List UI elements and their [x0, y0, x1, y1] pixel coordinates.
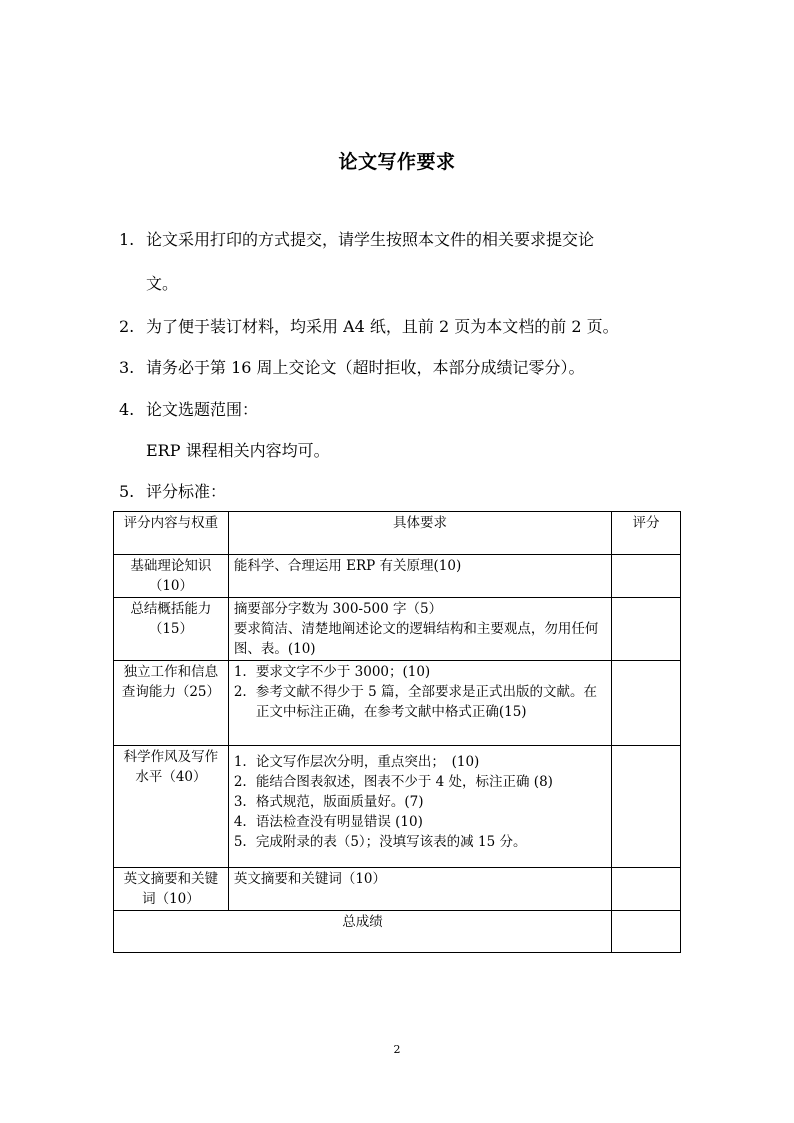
requirement-number: 2.: [119, 317, 135, 336]
row-detail: [228, 746, 611, 868]
row-category: 科学作风及写作水平（40）: [114, 746, 229, 868]
score-cell: [612, 746, 681, 868]
detail-line: 能科学、合理运用 ERP 有关原理(10): [233, 558, 462, 574]
requirement-number: 3.: [119, 358, 135, 377]
list-text: 参考文献不得少于 5 篇，全部要求是正式出版的文献。在正文中标注正确，在参考文献中格式正确(15): [255, 684, 598, 720]
row-category: 基础理论知识（10）: [114, 555, 229, 598]
score-cell: [612, 661, 681, 746]
list-text: 能结合图表叙述，图表不少于 4 处，标注正确 (8): [255, 774, 553, 790]
detail-line: 要求简洁、清楚地阐述论文的逻辑结构和主要观点，勿用任何图、表。(10): [233, 621, 599, 657]
table-row: [114, 746, 681, 868]
numbered-list: [234, 662, 606, 722]
list-text: 完成附录的表（5）；没填写该表的减 15 分。: [255, 834, 527, 850]
grading-table: [113, 511, 681, 953]
list-number: 5.: [233, 834, 247, 850]
list-item: [234, 792, 606, 812]
requirement-text: 请务必于第 16 周上交论文（超时拒收，本部分成绩记零分）。: [146, 358, 585, 377]
list-text: 论文写作层次分明，重点突出； (10): [255, 754, 480, 770]
list-item: [234, 812, 606, 832]
table-row: [114, 661, 681, 746]
score-cell: [612, 598, 681, 661]
score-cell: [612, 868, 681, 911]
score-cell: [612, 555, 681, 598]
row-category: 英文摘要和关键词（10）: [114, 868, 229, 911]
list-number: 2.: [233, 774, 247, 790]
list-item: [234, 682, 606, 722]
requirement-text: 论文采用打印的方式提交，请学生按照本文件的相关要求提交论: [146, 230, 595, 249]
list-number: 2.: [233, 684, 247, 700]
requirement-number: 4.: [119, 400, 135, 419]
table-row: [114, 598, 681, 661]
requirement-text: ERP 课程相关内容均可。: [146, 441, 330, 460]
requirement-text: 论文选题范围：: [146, 400, 259, 419]
requirement-text: 文。: [146, 274, 179, 293]
row-detail: [228, 598, 611, 661]
detail-line: 英文摘要和关键词（10）: [233, 871, 387, 887]
table-row: [114, 868, 681, 911]
row-detail: [228, 661, 611, 746]
list-number: 3.: [233, 794, 247, 810]
header-score: 评分: [612, 512, 681, 555]
detail-line: 摘要部分字数为 300-500 字（5）: [233, 601, 443, 617]
numbered-list: [234, 752, 606, 852]
list-text: 格式规范，版面质量好。(7): [255, 794, 424, 810]
list-item: [234, 752, 606, 772]
header-detail: 具体要求: [228, 512, 611, 555]
row-detail: [228, 555, 611, 598]
table-row: [114, 555, 681, 598]
list-item: [234, 772, 606, 792]
list-number: 4.: [233, 814, 247, 830]
table-header-row: [114, 512, 681, 555]
page-number: 2: [393, 1043, 401, 1056]
row-detail: [228, 868, 611, 911]
requirement-text: 为了便于装订材料，均采用 A4 纸，且前 2 页为本文档的前 2 页。: [146, 317, 619, 336]
requirement-number: 1.: [119, 230, 135, 249]
header-category: 评分内容与权重: [114, 512, 229, 555]
page-title: 论文写作要求: [338, 151, 456, 173]
row-category: 独立工作和信息查询能力（25）: [114, 661, 229, 746]
list-item: [234, 662, 606, 682]
list-text: 语法检查没有明显错误 (10): [255, 814, 423, 830]
list-text: 要求文字不少于 3000；(10): [255, 664, 431, 680]
total-label: 总成绩: [114, 911, 612, 953]
total-row: [114, 911, 681, 953]
list-number: 1.: [233, 754, 247, 770]
list-item: [234, 832, 606, 852]
total-score-cell: [612, 911, 681, 953]
requirement-number: 5.: [119, 482, 135, 501]
row-category: 总结概括能力（15）: [114, 598, 229, 661]
list-number: 1.: [233, 664, 247, 680]
requirement-text: 评分标准：: [146, 482, 227, 501]
